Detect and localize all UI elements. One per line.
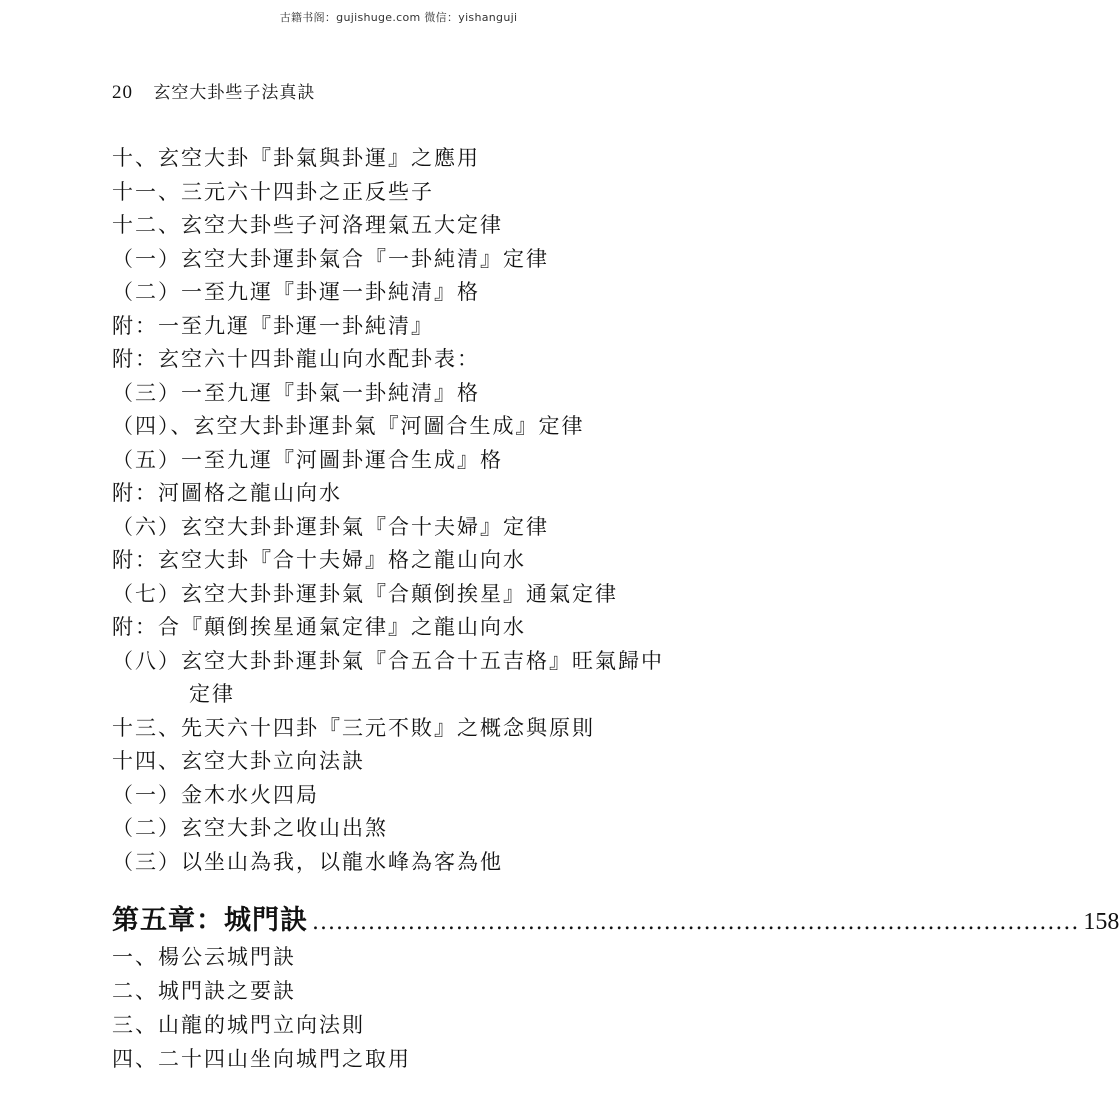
toc-line: （三）一至九運『卦氣一卦純清』格: [112, 380, 480, 405]
toc-line: 附：一至九運『卦運一卦純清』: [112, 313, 434, 338]
chapter-title: 第五章：城門訣: [112, 905, 308, 936]
toc-line: 附：河圖格之龍山向水: [112, 481, 342, 505]
chapter-contents: [112, 940, 712, 1076]
toc-line: （三）以坐山為我，以龍水峰為客為他: [112, 849, 503, 874]
toc-line: 十、玄空大卦『卦氣與卦運』之應用: [112, 146, 480, 170]
toc-line: 附：合『顛倒挨星通氣定律』之龍山向水: [112, 615, 526, 639]
chapter-page-number: 158: [1083, 909, 1119, 935]
chapter-item: 四、二十四山坐向城門之取用: [112, 1047, 411, 1071]
toc-line: 十四、玄空大卦立向法訣: [112, 749, 365, 773]
dot-leader: ................................................................................................: [312, 910, 1080, 935]
toc-line: （六）玄空大卦卦運卦氣『合十夫婦』定律: [112, 514, 549, 539]
toc-line: 附：玄空六十四卦龍山向水配卦表：: [112, 347, 480, 371]
toc-line-continuation: 定律: [189, 682, 235, 706]
toc-line: （八）玄空大卦卦運卦氣『合五合十五吉格』旺氣歸中: [112, 648, 664, 673]
running-title: 玄空大卦些子法真訣: [153, 83, 316, 103]
toc-line: （七）玄空大卦卦運卦氣『合顛倒挨星』通氣定律: [112, 581, 618, 606]
toc-line: 十二、玄空大卦些子河洛理氣五大定律: [112, 213, 503, 237]
chapter-item: 三、山龍的城門立向法則: [112, 1013, 365, 1037]
chapter-item: 一、楊公云城門訣: [112, 945, 296, 969]
toc-line: （一）玄空大卦運卦氣合『一卦純清』定律: [112, 246, 549, 271]
toc-line: 附：玄空大卦『合十夫婦』格之龍山向水: [112, 548, 526, 572]
chapter-item: 二、城門訣之要訣: [112, 979, 296, 1003]
toc-line: （二）一至九運『卦運一卦純清』格: [112, 280, 480, 304]
watermark-text: 古籍书阁：gujishuge.com 微信：yishanguji: [279, 11, 518, 24]
chapter-heading: [112, 898, 1119, 937]
toc-line: （一）金木水火四局: [112, 782, 319, 807]
toc-line: 十一、三元六十四卦之正反些子: [112, 179, 434, 204]
table-of-contents: [112, 142, 732, 879]
page-number: 20: [112, 82, 133, 103]
toc-line: 十三、先天六十四卦『三元不敗』之概念與原則: [112, 715, 595, 740]
page-header: [112, 78, 315, 104]
toc-line: （五）一至九運『河圖卦運合生成』格: [112, 447, 503, 472]
toc-line: （四）、玄空大卦卦運卦氣『河圖合生成』定律: [112, 414, 585, 438]
toc-line: （二）玄空大卦之收山出煞: [112, 816, 388, 840]
